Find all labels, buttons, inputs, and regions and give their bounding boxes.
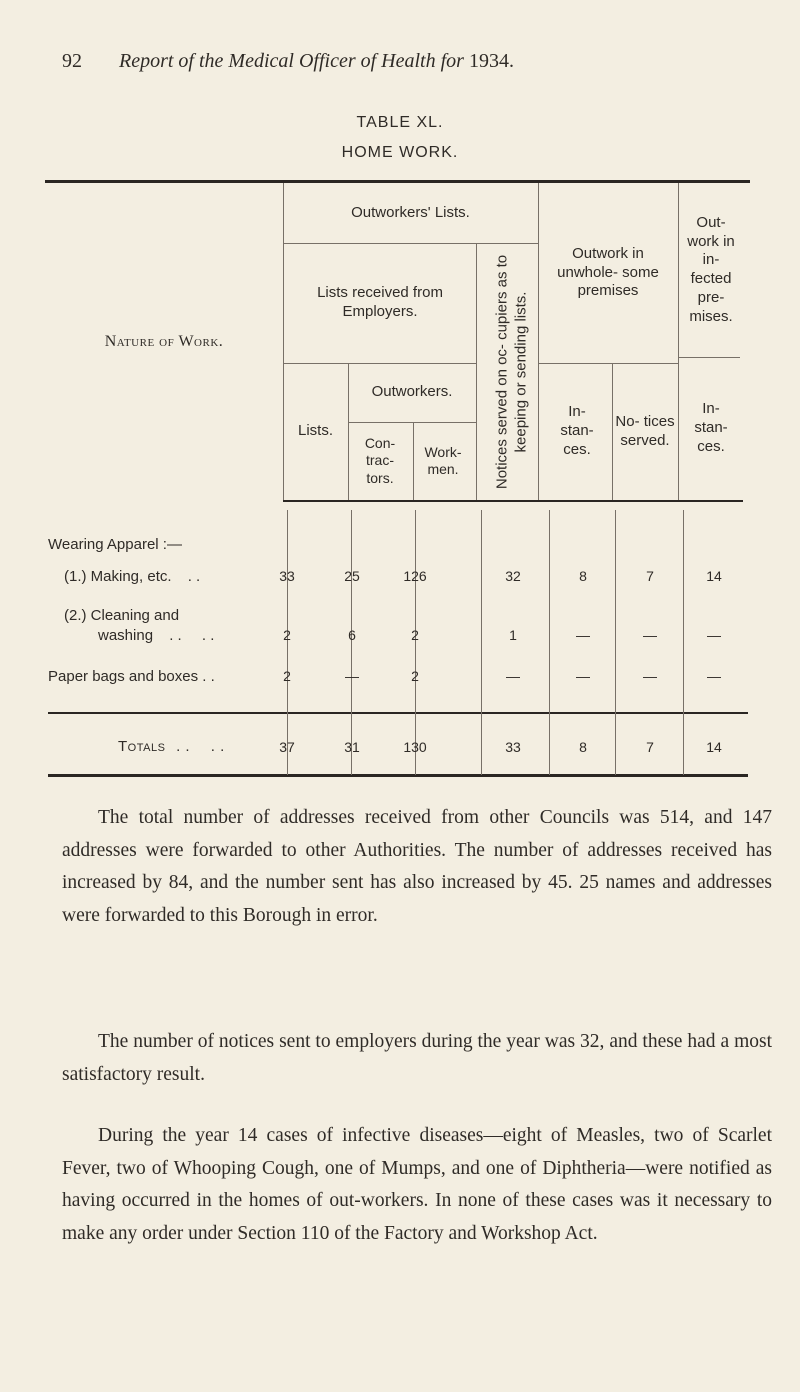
table-header-bottom-rule: [283, 500, 743, 502]
row-label-cleaning-2: washing . . . .: [98, 627, 215, 644]
header-vline-3: [413, 422, 414, 500]
row1-lists: 33: [279, 568, 295, 584]
totals-infected-instances: 14: [706, 739, 722, 755]
header-outworkers: Outworkers.: [371, 383, 453, 401]
row1-notices: 32: [505, 568, 521, 584]
header-lists-received: Lists received from Employers.: [317, 284, 443, 320]
header-vline-6: [612, 363, 613, 500]
paragraph-notices: The number of notices sent to employers during the year was 32, and these had a most satisfactory result.: [62, 1031, 772, 1085]
report-title: Report of the Medical Officer of Health for: [119, 50, 464, 72]
totals-contractors: 31: [344, 739, 360, 755]
row-label-cleaning: [64, 606, 179, 626]
row1-contractors: 25: [344, 568, 360, 584]
totals-label-text: Totals: [118, 738, 166, 755]
header-vline-7: [678, 183, 679, 500]
totals-workmen: 130: [403, 739, 427, 755]
header-notices-served-text: Notices served on oc- cupiers as to keeping or sending lists.: [493, 254, 529, 490]
row2-unwholesome-notices: —: [643, 627, 657, 643]
row-label-making: (1.) Making, etc. . .: [64, 568, 201, 585]
row2-lists: 2: [283, 627, 291, 643]
row3-notices: —: [506, 668, 520, 684]
totals-unwholesome-instances: 8: [579, 739, 587, 755]
body-vline-5: [549, 510, 550, 775]
header-notices-served: [477, 244, 547, 500]
header-nature-of-work: Nature of Work.: [104, 332, 224, 350]
row3-unwholesome-notices: —: [643, 668, 657, 684]
row-label-paper: Paper bags and boxes . .: [48, 668, 215, 685]
row3-workmen: 2: [411, 668, 419, 684]
row2-infected-instances: —: [707, 627, 721, 643]
header-unwholesome-notices: No- tices served.: [615, 412, 675, 449]
totals-rule: [48, 712, 748, 714]
table-label: TABLE XL.: [356, 114, 444, 131]
header-unwholesome-premises: Outwork in unwhole- some premises: [557, 244, 659, 300]
row2-workmen: 2: [411, 627, 419, 643]
header-workmen: Work- men.: [424, 443, 462, 477]
row-label-making-text: (1.) Making, etc.: [64, 568, 172, 585]
row3-lists: 2: [283, 668, 291, 684]
totals-unwholesome-notices: 7: [646, 739, 654, 755]
row3-unwholesome-instances: —: [576, 668, 590, 684]
header-contractors: Con- trac- tors.: [364, 434, 396, 486]
page-number: 92: [62, 50, 82, 72]
header-lists: Lists.: [297, 422, 333, 440]
row1-workmen: 126: [403, 568, 427, 584]
row3-infected-instances: —: [707, 668, 721, 684]
totals-notices: 33: [505, 739, 521, 755]
body-vline-6: [615, 510, 616, 775]
totals-lists: 37: [279, 739, 295, 755]
row-label-cleaning-text-2: washing: [98, 627, 154, 644]
row3-contractors: —: [345, 668, 359, 684]
row1-infected-instances: 14: [706, 568, 722, 584]
header-outworkers-lists: Outworkers' Lists.: [351, 203, 470, 221]
paragraph-infective-diseases: During the year 14 cases of infective diseases—eight of Measles, two of Scarlet Fever, two of Whooping Cough, one of Mumps, and one of Diphtheria—were notified as having occurred in the homes of out-workers. In none of these cases was it necessary to make any order under Section 110 of the Factory and Workshop Act.: [62, 1125, 772, 1244]
header-infected-premises: Out- work in in- fected pre- mises.: [687, 213, 735, 325]
page-header: [62, 50, 514, 73]
row2-contractors: 6: [348, 627, 356, 643]
row-label-cleaning-text: (2.) Cleaning and: [64, 607, 180, 624]
row-label-paper-text: Paper bags and boxes: [48, 668, 199, 685]
paragraph-addresses: The total number of addresses received from other Councils was 514, and 147 addresses were forwarded to other Authorities. The number of addresses received has increased by 84, and the number sent has also increased by 45. 25 names and addresses were forwarded to this Borough in error.: [62, 807, 772, 926]
row2-unwholesome-instances: —: [576, 627, 590, 643]
row2-notices: 1: [509, 627, 517, 643]
header-unwholesome-instances: In- stan- ces.: [560, 403, 594, 458]
table-bottom-rule: [48, 774, 748, 777]
report-year: 1934.: [468, 50, 514, 72]
totals-label: Totals . . . .: [118, 738, 225, 755]
body-vline-4: [481, 510, 482, 775]
section-label-wearing-apparel: Wearing Apparel :—: [48, 536, 182, 553]
header-infected-instances: In- stan- ces.: [694, 400, 728, 455]
row1-unwholesome-instances: 8: [579, 568, 587, 584]
row1-unwholesome-notices: 7: [646, 568, 654, 584]
table-title: HOME WORK.: [341, 144, 459, 161]
